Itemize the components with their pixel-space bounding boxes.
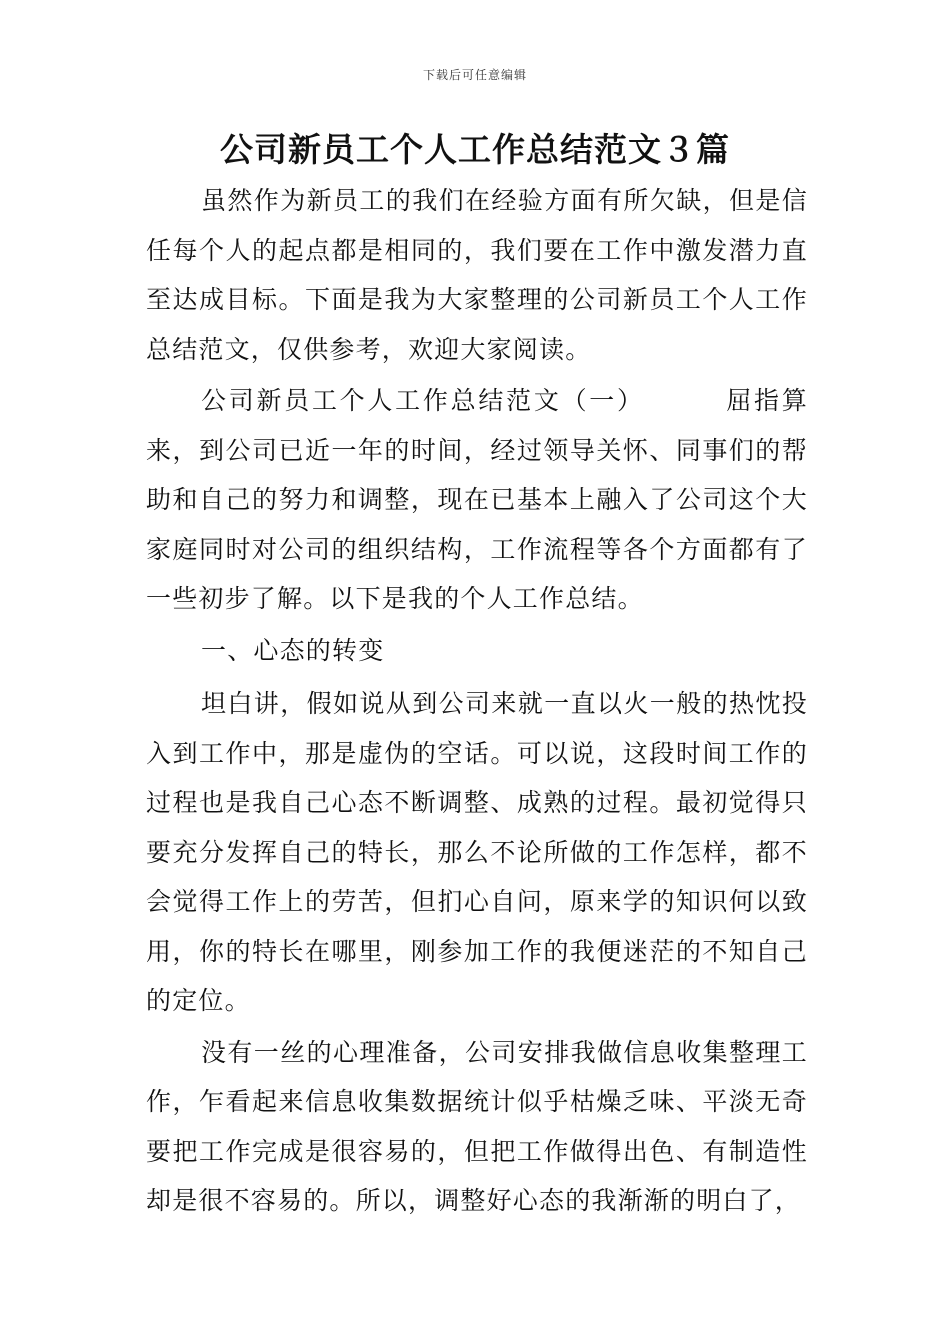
body-paragraph-1: 坦白讲，假如说从到公司来就一直以火一般的热忱投入到工作中，那是虚伪的空话。可以说，这段时间工作的过程也是我自己心态不断调整、成熟的过程。最初觉得只要充分发挥自己的特长，那么不论所做的工作怎样，都不会觉得工作上的劳苦，但扪心自问，原来学的知识何以致用，你的特长在哪里，刚参加工作的我便迷茫的不知自己的定位。: [146, 689, 808, 1015]
document-body: [146, 176, 808, 1228]
section1-label: 公司新员工个人工作总结范文（一）: [201, 386, 645, 415]
section-heading: 一、心态的转变: [201, 635, 385, 665]
header-note: 下载后可任意编辑: [422, 68, 527, 82]
section1-text: 屈指算来，到公司已近一年的时间，经过领导关怀、同事们的帮助和自己的努力和调整，现在已基本上融入了公司这个大家庭同时对公司的组织结构，工作流程等各个方面都有了一些初步了解。以下是我的个人工作总结。: [146, 386, 808, 613]
document-title: 公司新员工个人工作总结范文３篇: [220, 130, 730, 169]
section1-paragraph: [146, 376, 808, 624]
body-paragraph-2: 没有一丝的心理准备，公司安排我做信息收集整理工作，乍看起来信息收集数据统计似乎枯燥乏味、平淡无奇要把工作完成是很容易的，但把工作做得出色、有制造性却是很不容易的。所以，调整好心态的我渐渐的明白了，: [146, 1037, 808, 1215]
intro-paragraph: 虽然作为新员工的我们在经验方面有所欠缺，但是信任每个人的起点都是相同的，我们要在工作中激发潜力直至达成目标。下面是我为大家整理的公司新员工个人工作总结范文，仅供参考，欢迎大家阅读。: [146, 186, 808, 364]
